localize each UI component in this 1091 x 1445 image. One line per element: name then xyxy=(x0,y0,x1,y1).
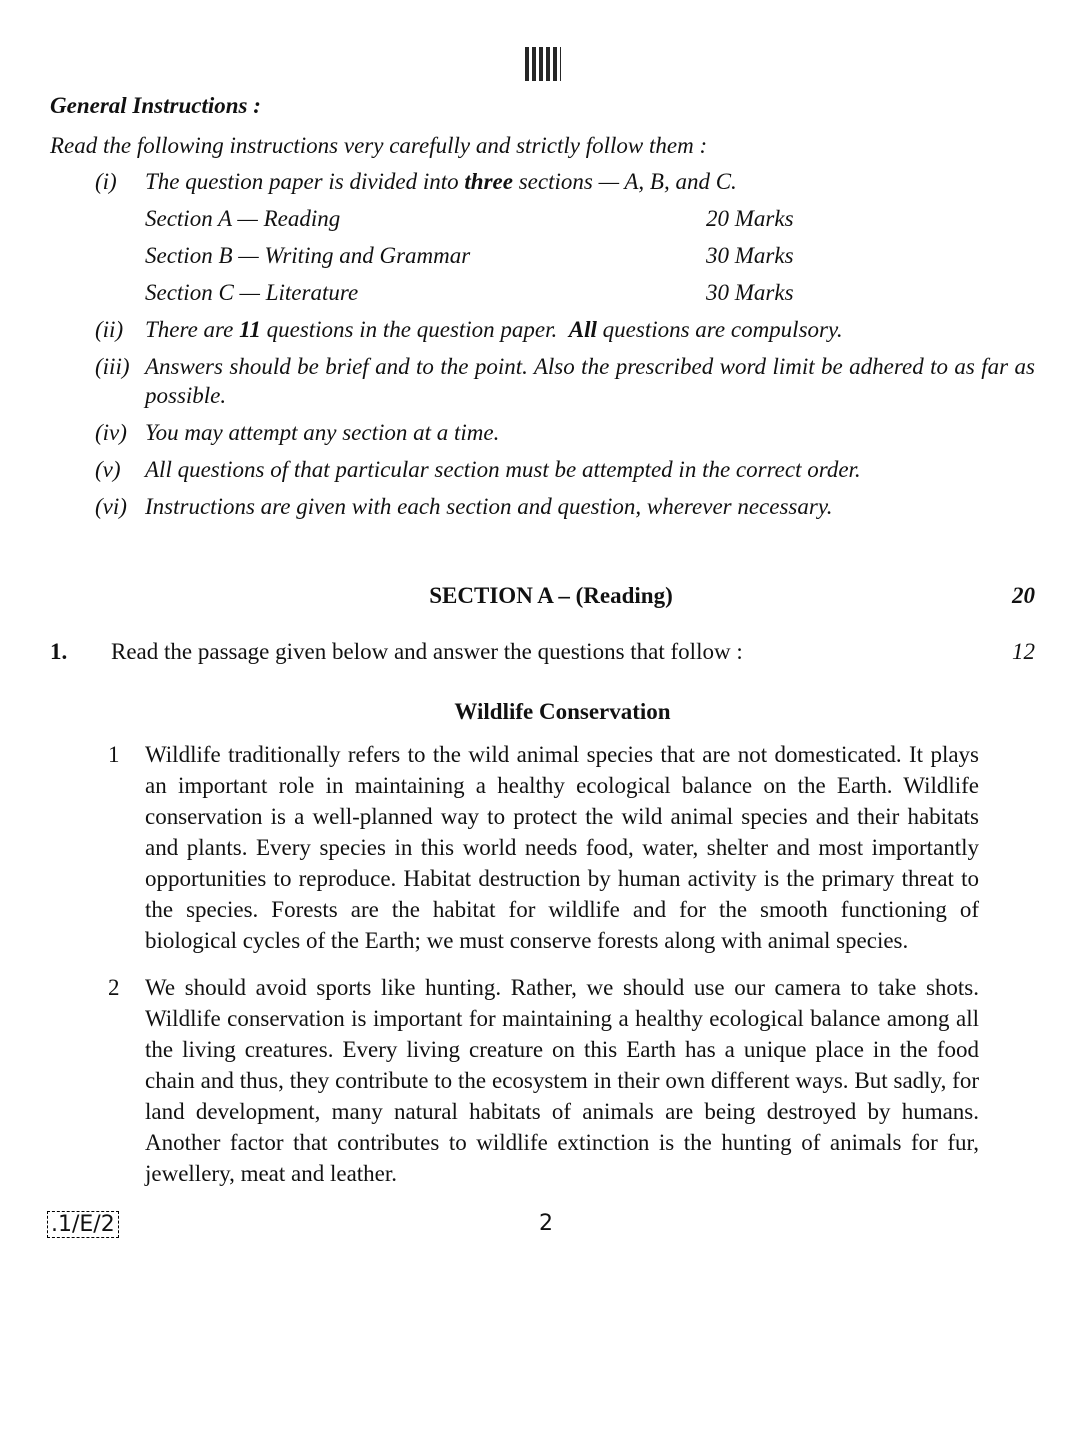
question-text: Read the passage given below and answer the questions that follow : xyxy=(111,639,743,664)
section-marks: 30 Marks xyxy=(706,280,794,305)
text: questions are compulsory. xyxy=(596,317,843,342)
qr-code xyxy=(525,47,561,81)
paper-code: .1/E/2 xyxy=(47,1211,119,1238)
item-num: (vi) xyxy=(95,494,127,519)
text: Instructions are given with each section and question, wherever necessary. xyxy=(145,494,833,519)
paragraph: Wildlife traditionally refers to the wild animal species that are not domesticated. It plays an important role in maintaining a healthy ecological balance on the Earth. Wildlife conservation is a well-planned way to protect the wild animal species and their habitats and plants. Every species in this world needs food, water, shelter and most importantly opportunities to reproduce. Habitat destruction by human activity is the primary threat to the species. Forests are the habitat for wildlife and for the smooth functioning of biological cycles of the Earth; we must conserve forests along with animal species. xyxy=(145,742,979,953)
section-name: Section A — Reading xyxy=(145,206,341,231)
section-a-header xyxy=(50,583,1035,609)
section-marks: 20 Marks xyxy=(706,206,794,231)
text: 11 xyxy=(239,317,261,342)
section-row xyxy=(145,278,1035,307)
item-num: (iv) xyxy=(95,420,127,445)
instructions-title: General Instructions : xyxy=(50,93,261,118)
section-row xyxy=(145,204,1035,233)
item-num: (v) xyxy=(95,457,121,482)
section-row xyxy=(145,241,1035,270)
paragraph-number: 2 xyxy=(108,975,120,1000)
text: All questions of that particular section must be attempted in the correct order. xyxy=(145,457,861,482)
section-a-heading: SECTION A – (Reading) xyxy=(429,583,673,608)
instruction-item xyxy=(95,352,1035,410)
instruction-item xyxy=(95,418,1035,447)
text: Answers should be brief and to the point. Also the prescribed word limit be adhered to as far as possible. xyxy=(145,354,1035,408)
item-num: (ii) xyxy=(95,317,124,342)
text: All xyxy=(568,317,597,342)
paragraph-number: 1 xyxy=(108,742,120,767)
section-name: Section C — Literature xyxy=(145,280,359,305)
text: The question paper is divided into xyxy=(145,169,465,194)
section-marks: 30 Marks xyxy=(706,243,794,268)
paragraph: We should avoid sports like hunting. Rather, we should use our camera to take shots. Wildlife conservation is important for maintaining a healthy ecological balance among all the living creatures. Every living creature on this Earth has a unique place in the food chain and thus, they contribute to the ecosystem in their own different ways. But sadly, for land development, many natural habitats of animals are being destroyed by humans. Another factor that contributes to wildlife extinction is the hunting of animals for fur, jewellery, meat and leather. xyxy=(145,975,979,1186)
text: questions in the question paper. xyxy=(260,317,569,342)
question-marks: 12 xyxy=(1012,639,1035,664)
section-name: Section B — Writing and Grammar xyxy=(145,243,471,268)
instruction-item xyxy=(95,455,1035,484)
text: three xyxy=(464,169,513,194)
text: sections — A, B, and C. xyxy=(512,169,737,194)
instruction-item xyxy=(95,167,1035,196)
paragraph-row xyxy=(108,972,979,1189)
instructions-intro: Read the following instructions very carefully and strictly follow them : xyxy=(50,133,708,158)
item-num: (iii) xyxy=(95,354,130,379)
passage-title: Wildlife Conservation xyxy=(454,699,671,724)
instruction-item xyxy=(95,492,1035,521)
paragraph-row xyxy=(108,739,979,956)
page-number: 2 xyxy=(539,1211,553,1236)
section-a-marks: 20 xyxy=(1012,583,1035,608)
instruction-item xyxy=(95,315,1035,344)
text: You may attempt any section at a time. xyxy=(145,420,500,445)
text: There are xyxy=(145,317,240,342)
question-number: 1. xyxy=(50,639,68,664)
item-num: (i) xyxy=(95,169,117,194)
question-row xyxy=(50,639,1035,665)
